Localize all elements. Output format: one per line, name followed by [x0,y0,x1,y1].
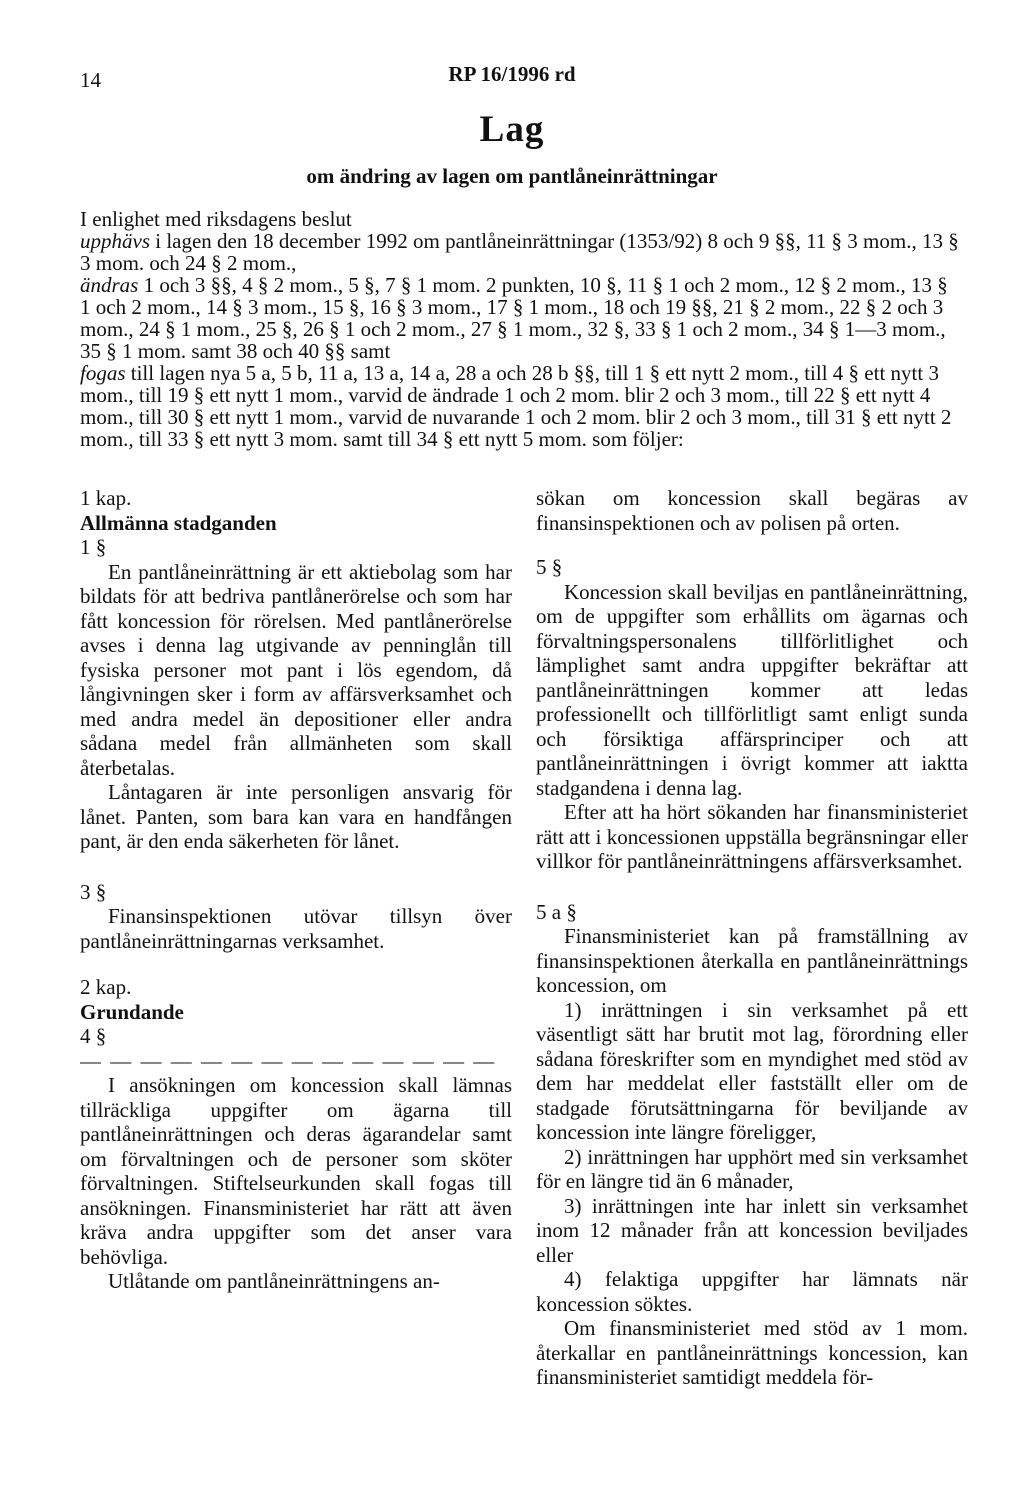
paragraph: Utlåtande om pantlåneinrättningens an- [108,1269,440,1293]
section-heading: 5 a § [536,899,577,924]
amended-keyword: ändras [80,273,139,297]
chapter-heading: 1 kap. [80,486,132,510]
paragraph: Om finansministeriet med stöd av 1 mom. återkallar en pantlåneinrättnings koncession, kan finansministeriet samtidigt meddela för- [536,1316,968,1389]
list-item: 3) inrättningen inte har inlett sin verksamhet inom 12 månader från att koncession beviljades eller [536,1193,968,1267]
section-heading: 3 § [80,879,107,904]
intro-amended [80,274,960,362]
list-item: 1) inrättningen i sin verksamhet på ett väsentligt sätt har brutit mot lag, förordning eller sådana föreskrifter som en myndighet med stöd av dem har meddelat eller fastställt eller om de stadgade förutsättningarna för beviljande av koncession inte längre föreligger, [536,997,968,1144]
law-title: Lag [479,109,545,150]
intro-block [80,208,960,450]
list-item: 2) inrättningen har upphört med sin verksamhet för en längre tid än 6 månader, [536,1144,968,1193]
repealed-keyword: upphävs [80,229,150,253]
chapter-heading: 2 kap. [80,975,132,999]
right-column [536,486,968,1390]
added-text: till lagen nya 5 a, 5 b, 11 a, 13 a, 14 a, 28 a och 28 b §§, till 1 § ett nytt 2 mom., till 4 § ett nytt 3 mom., till 19 § ett nytt 1 mom., varvid de ändrade 1 och 2 mom. blir 2 och 3 mom., till 22 § ett nytt 4 mom., till 30 § ett nytt 1 mom., varvid de nuvarande 1 och 2 mom. blir 2 och 3 mom., till 31 § ett nytt 2 mom., till 33 § ett nytt 3 mom. samt till 34 § ett nytt 5 mom. som följer: [80,361,952,451]
intro-line: I enlighet med riksdagens beslut [80,207,352,231]
amended-text: 1 och 3 §§, 4 § 2 mom., 5 §, 7 § 1 mom. 2 punkten, 10 §, 11 § 1 och 2 mom., 12 § 2 mom., 13 § 1 och 2 mom., 14 § 3 mom., 15 §, 16 § 3 mom., 17 § 1 mom., 18 och 19 §§, 21 § 2 mom., 22 § 2 och 3 mom., 24 § 1 mom., 25 §, 26 § 1 och 2 mom., 27 § 1 mom., 32 §, 33 § 1 och 2 mom., 34 § 1—3 mom., 35 § 1 mom. samt 38 och 40 §§ samt [80,273,948,363]
added-keyword: fogas [80,361,126,385]
chapter-name: Grundande [80,999,184,1024]
omission-dashes: — — — — — — — — — — — — — — [80,1048,497,1073]
section-heading: 5 § [536,555,563,579]
list-item: 4) felaktiga uppgifter har lämnats när koncession söktes. [536,1267,968,1316]
paragraph: Finansinspektionen utövar tillsyn över pantlåneinrättningarnas verksamhet. [80,904,512,953]
law-subtitle: om ändring av lagen om pantlåneinrättningar [306,164,718,188]
paragraph: Finansministeriet kan på framställning av finansinspektionen återkalla en pantlåneinrättnings koncession, om [536,924,968,997]
paragraph: sökan om koncession skall begäras av finansinspektionen och av polisen på orten. [536,486,968,535]
paragraph: En pantlåneinrättning är ett aktiebolag som har bildats för att bedriva pantlånerörelse och som har fått koncession för rörelsen. Med pantlånerörelse avses i denna lag utgivande av penninglån till fysiska personer mot pant i lös egendom, då långivningen sker i form av affärsverksamhet och med andra medel än depositioner eller andra sådana medel från allmänheten som skall återbetalas. [80,559,512,780]
paragraph: Efter att ha hört sökanden har finansministeriet rätt att i koncessionen uppställa begränsningar eller villkor för pantlåneinrättningens affärsverksamhet. [536,800,968,873]
paragraph: Koncession skall beviljas en pantlåneinrättning, om de uppgifter som erhållits om ägarnas och förvaltningspersonalens tillförlitlighet och lämplighet samt andra uppgifter bekräftar att pantlåneinrättningen kommer att ledas professionellt och tillförlitligt samt enligt sunda och försiktiga affärsprinciper och att pantlåneinrättningen i övrigt kommer att iaktta stadgandena i denna lag. [536,579,968,800]
section-heading: 4 § [80,1024,107,1048]
intro-repealed [80,230,960,274]
repealed-text: i lagen den 18 december 1992 om pantlåneinrättningar (1353/92) 8 och 9 §§, 11 § 3 mom., 13 § 3 mom. och 24 § 2 mom., [80,229,959,275]
paragraph: I ansökningen om koncession skall lämnas tillräckliga uppgifter om ägarna till pantlåneinrättningen och deras ägarandelar samt om förvaltningen och de personer som sköter förvaltningen. Stiftelseurkunden skall fogas till ansökningen. Finansministeriet har rätt att även kräva andra uppgifter som det anser vara behövliga. [80,1073,512,1269]
left-column [80,486,512,1294]
intro-added [80,362,960,450]
section-heading: 1 § [80,535,107,559]
running-title: RP 16/1996 rd [448,62,576,86]
page-number: 14 [80,68,101,92]
chapter-name: Allmänna stadganden [80,510,277,535]
paragraph: Låntagaren är inte personligen ansvarig för lånet. Panten, som bara kan vara en handfången pant, är den enda säkerheten för lånet. [80,780,512,853]
